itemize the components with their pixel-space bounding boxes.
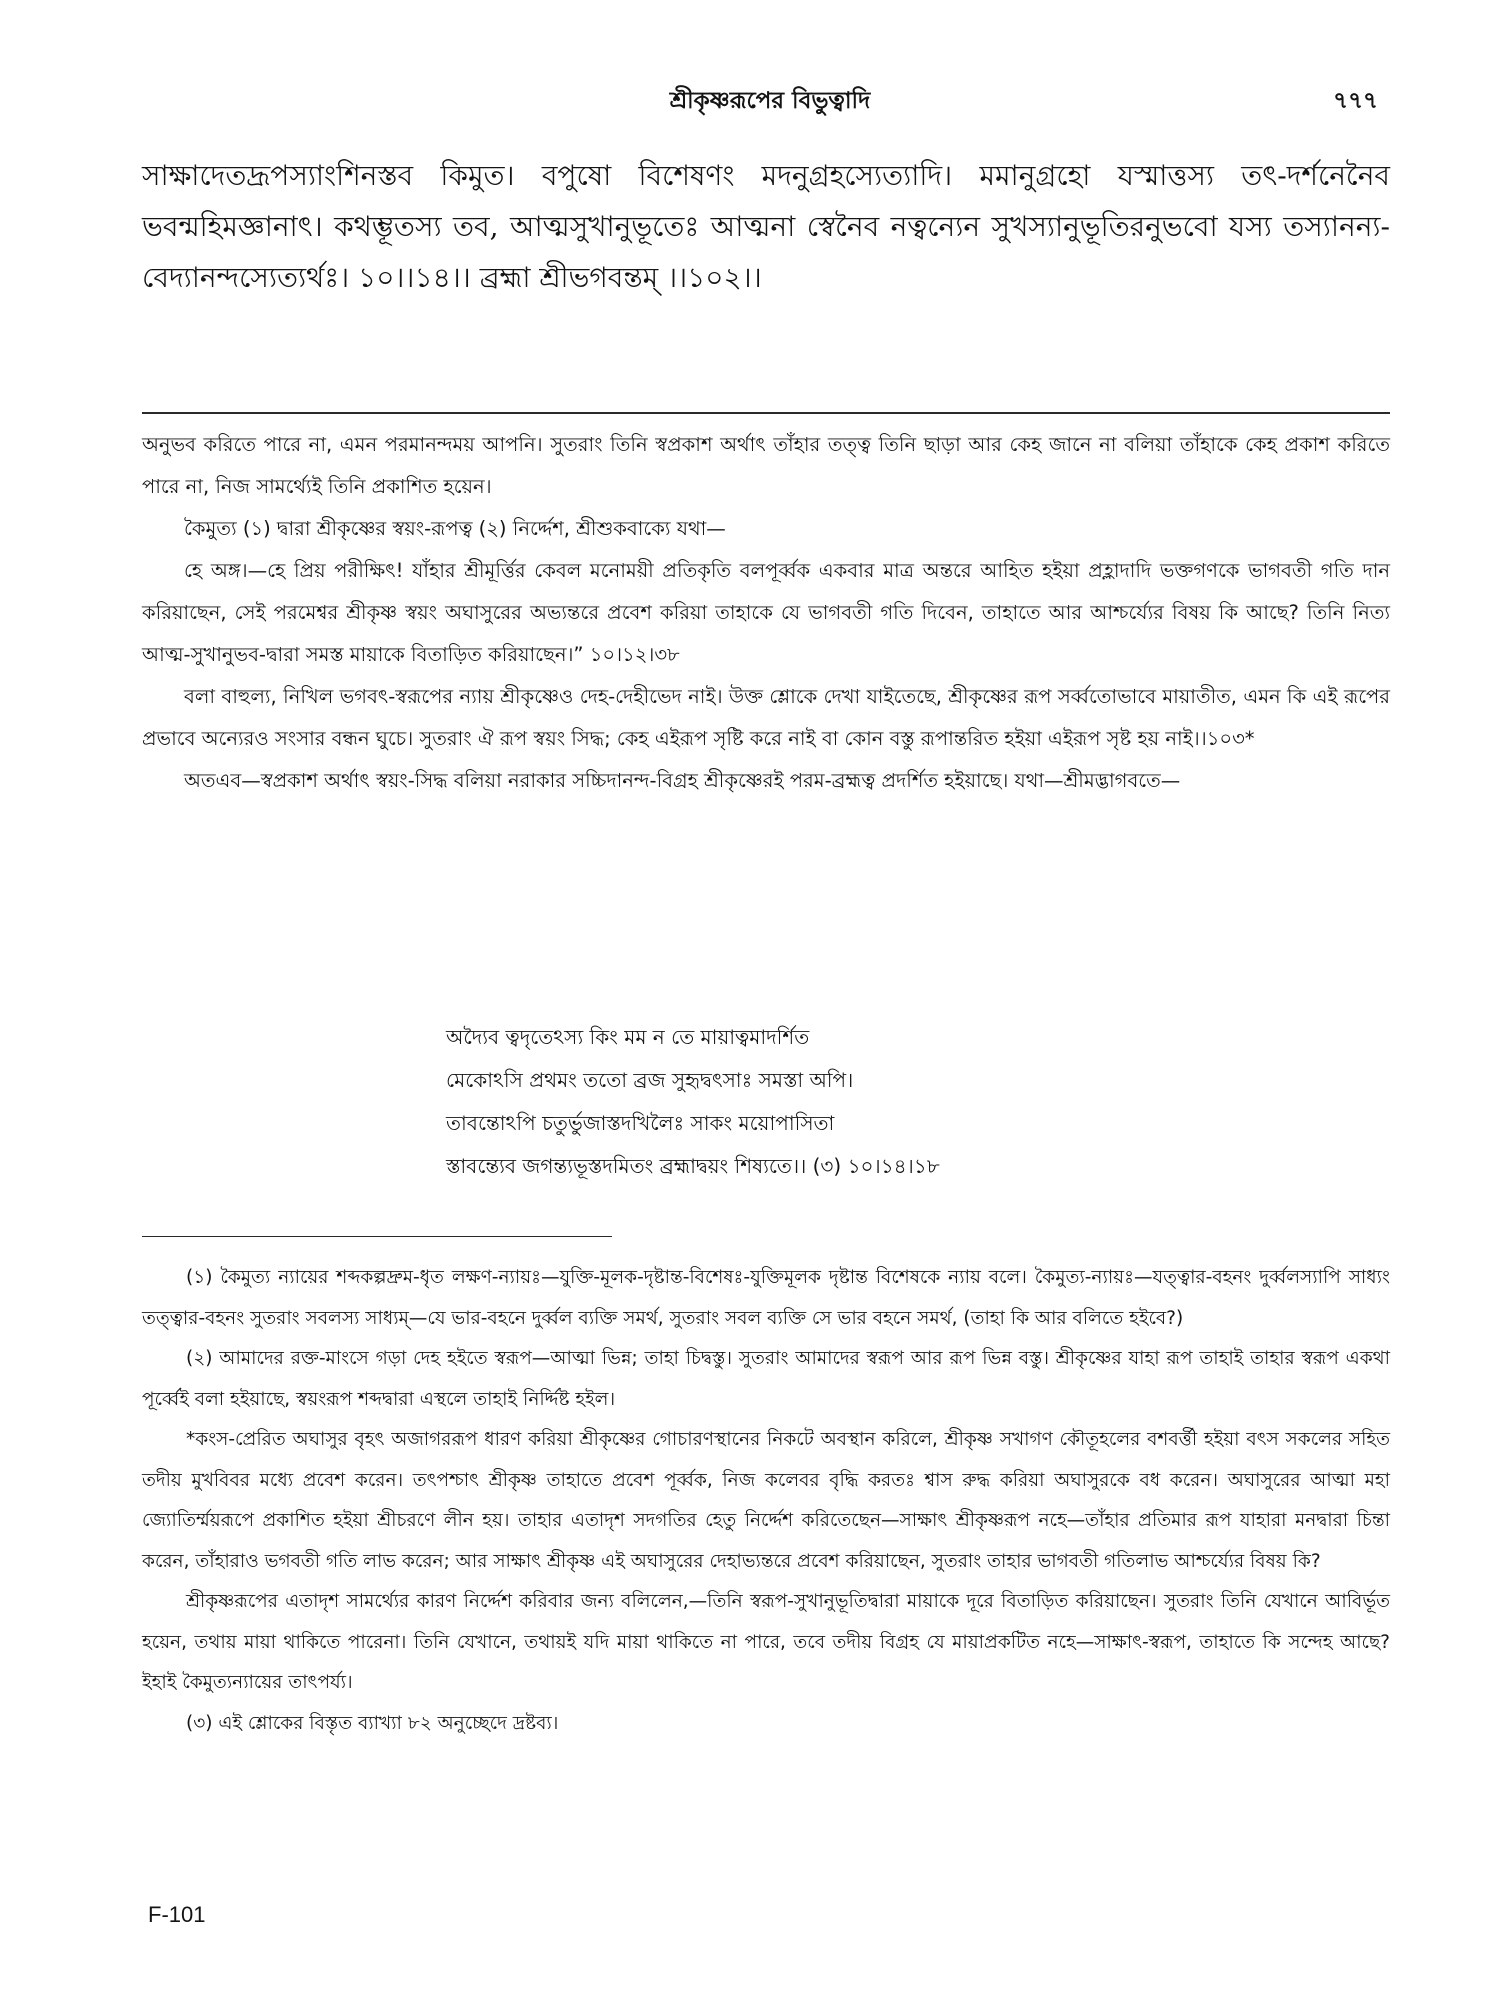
footnote: শ্রীকৃষ্ণরূপের এতাদৃশ সামর্থ্যের কারণ নির্দ্দেশ করিবার জন্য বলিলেন,—তিনি স্বরূপ-সুখানুভূতিদ্বারা মায়াকে দূরে বিতাড়িত করিয়াছেন। সুতরাং তিনি যেখানে আবির্ভূত হয়েন, তথায় মায়া থাকিতে পারেনা। তিনি যেখানে, তথায়ই যদি মায়া থাকিতে না পারে, তবে তদীয় বিগ্রহ যে মায়াপ্রকটিত নহে—সাক্ষাৎ-স্বরূপ, তাহাতে কি সন্দেহ আছে? ইহাই কৈমুত্যন্যায়ের তাৎপর্য্য। <box>142 1591 1390 1693</box>
paragraph: বলা বাহুল্য, নিখিল ভগবৎ-স্বরূপের ন্যায় শ্রীকৃষ্ণেও দেহ-দেহীভেদ নাই। উক্ত শ্লোকে দেখা যাইতেছে, শ্রীকৃষ্ণের রূপ সর্ব্বতোভাবে মায়াতীত, এমন কি এই রূপের প্রভাবে অন্যেরও সংসার বন্ধন ঘুচে। সুতরাং ঐ রূপ স্বয়ং সিদ্ধ; কেহ এইরূপ সৃষ্টি করে নাই বা কোন বস্তু রূপান্তরিত হইয়া এইরূপ সৃষ্ট হয় নাই।।১০৩* <box>142 685 1390 750</box>
footnote: *কংস-প্রেরিত অঘাসুর বৃহৎ অজাগররূপ ধারণ করিয়া শ্রীকৃষ্ণের গোচারণস্থানের নিকটে অবস্থান করিলে, শ্রীকৃষ্ণ সখাগণ কৌতূহলের বশবর্ত্তী হইয়া বৎস সকলের সহিত তদীয় মুখবিবর মধ্যে প্রবেশ করেন। তৎপশ্চাৎ শ্রীকৃষ্ণ তাহাতে প্রবেশ পূর্ব্বক, নিজ কলেবর বৃদ্ধি করতঃ শ্বাস রুদ্ধ করিয়া অঘাসুরকে বধ করেন। অঘাসুরের আত্মা মহা জ্যোতির্ম্ময়রূপে প্রকাশিত হইয়া শ্রীচরণে লীন হয়। তাহার এতাদৃশ সদগতির হেতু নির্দ্দেশ করিতেছেন—সাক্ষাৎ শ্রীকৃষ্ণরূপ নহে—তাঁহার প্রতিমার রূপ যাহারা মনদ্বারা চিন্তা করেন, তাঁহারাও ভগবতী গতি লাভ করেন; আর সাক্ষাৎ শ্রীকৃষ্ণ এই অঘাসুরের দেহাভ্যন্তরে প্রবেশ করিয়াছেন, সুতরাং তাহার ভাগবতী গতিলাভ আশ্চর্য্যের বিষয় কি? <box>142 1429 1390 1572</box>
paragraph: অতএব—স্বপ্রকাশ অর্থাৎ স্বয়ং-সিদ্ধ বলিয়া নরাকার সচ্চিদানন্দ-বিগ্রহ শ্রীকৃষ্ণেরই পরম-ব্রহ্মত্ব প্রদর্শিত হইয়াছে। যথা—শ্রীমদ্ভাগবতে— <box>184 769 1181 792</box>
paragraph: কৈমুত্য (১) দ্বারা শ্রীকৃষ্ণের স্বয়ং-রূপত্ব (২) নির্দ্দেশ, শ্রীশুকবাক্যে যথা— <box>184 517 726 540</box>
running-title: শ্রীকৃষ্ণরূপের বিভুত্বাদি <box>669 88 871 114</box>
footnotes <box>142 1258 1390 1744</box>
footnote: (৩) এই শ্লোকের বিস্তৃত ব্যাখ্যা ৮২ অনুচ্ছেদে দ্রষ্টব্য। <box>186 1712 559 1734</box>
bengali-translation <box>142 424 1390 802</box>
section-divider <box>142 412 1390 414</box>
footnote: (১) কৈমুত্য ন্যায়ের শব্দকল্পদ্রুম-ধৃত লক্ষণ-ন্যায়ঃ—যুক্তি-মূলক-দৃষ্টান্ত-বিশেষঃ-যুক্তিমূলক দৃষ্টান্ত বিশেষকে ন্যায় বলে। কৈমুত্য-ন্যায়ঃ—যত্ত্বার-বহনং দুর্ব্বলস্যাপি সাধ্যং তত্ত্বার-বহনং সুতরাং সবলস্য সাধ্যম্—যে ভার-বহনে দুর্ব্বল ব্যক্তি সমর্থ, সুতরাং সবল ব্যক্তি সে ভার বহনে সমর্থ, (তাহা কি আর বলিতে হইবে?) <box>142 1267 1390 1329</box>
sheet-signature: F-101 <box>148 1902 206 1927</box>
footnote-divider <box>142 1236 612 1237</box>
footnote: (২) আমাদের রক্ত-মাংসে গড়া দেহ হইতে স্বরূপ—আত্মা ভিন্ন; তাহা চিদ্বস্তু। সুতরাং আমাদের স্বরূপ আর রূপ ভিন্ন বস্তু। শ্রীকৃষ্ণের যাহা রূপ তাহাই তাহার স্বরূপ একথা পূর্ব্বেই বলা হইয়াছে, স্বয়ংরূপ শব্দদ্বারা এস্থলে তাহাই নির্দ্দিষ্ট হইল। <box>142 1348 1390 1410</box>
verse-line: তাবন্তোঽপি চতুর্ভুজাস্তদখিলৈঃ সাকং ময়োপাসিতা <box>446 1111 835 1135</box>
verse-line: অদ্যৈব ত্বদৃতেঽস্য কিং মম ন তে মায়াত্বমাদর্শিত <box>446 1025 810 1049</box>
verse-block <box>446 1016 1246 1188</box>
page-number: ৭৭৭ <box>1333 88 1378 114</box>
verse-line: স্তাবন্ত্যেব জগন্ত্যভূস্তদমিতং ব্রহ্মাদ্বয়ং শিষ্যতে।। (৩) ১০।১৪।১৮ <box>446 1154 940 1178</box>
running-header <box>150 82 1390 122</box>
sanskrit-commentary: সাক্ষাদেতদ্রূপস্যাংশিনস্তব কিমুত। বপুষো বিশেষণং মদনুগ্রহস্যেত্যাদি। মমানুগ্রহো যস্মাত্তস্য তৎ-দর্শনেনৈব ভবন্মহিমজ্ঞানাৎ। কথম্ভূতস্য তব, আত্মসুখানুভূতেঃ আত্মনা স্বেনৈব নত্বন্যেন সুখস্যানুভূতিরনুভবো যস্য তস্যানন্য-বেদ্যানন্দস্যেত্যর্থঃ। ১০।।১৪।। ব্রহ্মা শ্রীভগবন্তম্ ।।১০২।। <box>142 159 1390 294</box>
paragraph: অনুভব করিতে পারে না, এমন পরমানন্দময় আপনি। সুতরাং তিনি স্বপ্রকাশ অর্থাৎ তাঁহার তত্ত্ব তিনি ছাড়া আর কেহ জানে না বলিয়া তাঁহাকে কেহ প্রকাশ করিতে পারে না, নিজ সামর্থ্যেই তিনি প্রকাশিত হয়েন। <box>142 433 1390 498</box>
paragraph: হে অঙ্গ।—হে প্রিয় পরীক্ষিৎ! যাঁহার শ্রীমূর্ত্তির কেবল মনোময়ী প্রতিকৃতি বলপূর্ব্বক একবার মাত্র অন্তরে আহিত হইয়া প্রহ্লাদাদি ভক্তগণকে ভাগবতী গতি দান করিয়াছেন, সেই পরমেশ্বর শ্রীকৃষ্ণ স্বয়ং অঘাসুরের অভ্যন্তরে প্রবেশ করিয়া তাহাকে যে ভাগবতী গতি দিবেন, তাহাতে আর আশ্চর্য্যের বিষয় কি আছে? তিনি নিত্য আত্ম-সুখানুভব-দ্বারা সমস্ত মায়াকে বিতাড়িত করিয়াছেন।” ১০।১২।৩৮ <box>142 559 1390 666</box>
verse-line: মেকোঽসি প্রথমং ততো ব্রজ সুহৃদ্বৎসাঃ সমস্তা অপি। <box>446 1068 854 1092</box>
